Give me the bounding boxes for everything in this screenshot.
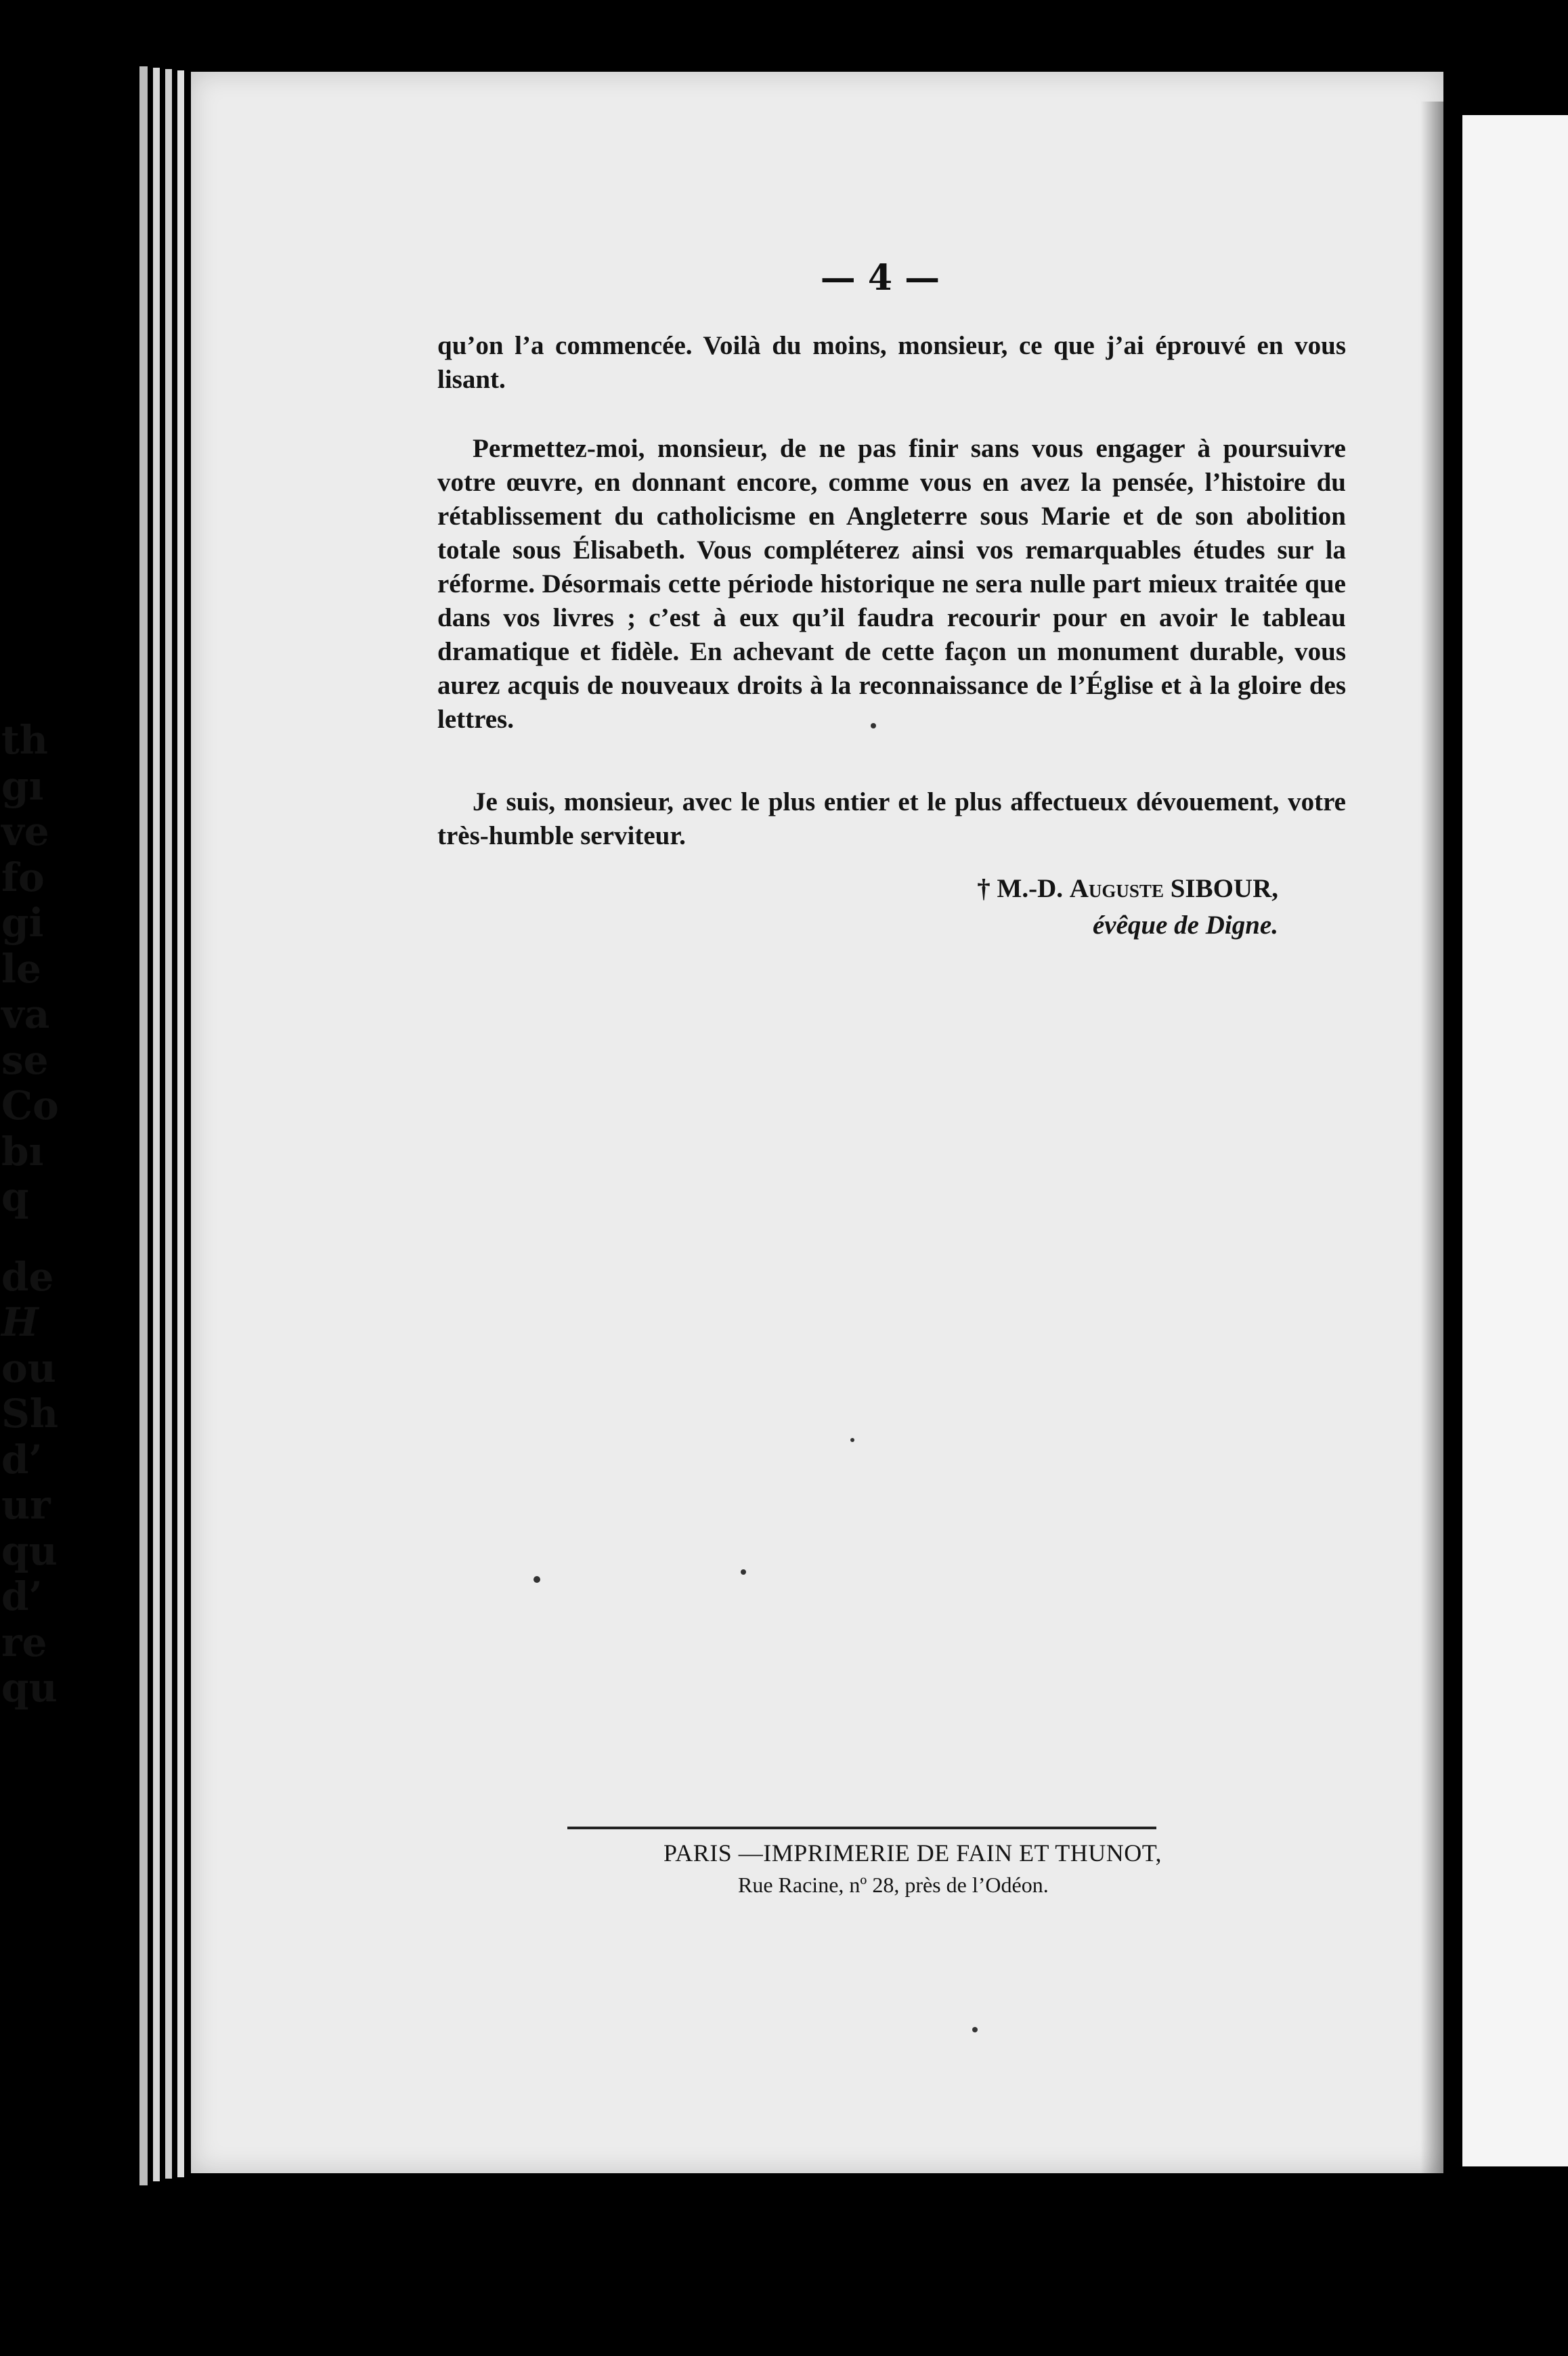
facing-line: le — [1, 945, 41, 992]
page-edge — [153, 68, 160, 2181]
imprint-line-1: PARIS —IMPRIMERIE DE FAIN ET THUNOT, — [663, 1839, 1162, 1867]
paragraph-2 — [437, 432, 1346, 737]
ink-speck — [741, 1569, 746, 1575]
paragraph-1 — [437, 329, 1346, 397]
facing-line: q — [1, 1174, 29, 1220]
facing-line: se — [1, 1037, 49, 1083]
page-shadow — [1420, 102, 1443, 2173]
paragraph-text: qu’on l’a commencée. Voilà du moins, monsieur, ce que j’ai éprouvé en vous lisant. — [437, 331, 1346, 394]
paragraph-text: Permettez-moi, monsieur, de ne pas finir sans vous engager à poursuivre votre œuvre, en donnant encore, comme vous en avez la pensée, l’histoire du rétablissement du catholicisme en Angleterre sous Marie et de son abolition totale sous Élisabeth. Vous compléterez ainsi vos remarquables études sur la réforme. Désormais cette période historique ne sera nulle part mieux traitée que dans vos livres ; c’est à eux qu’il faudra recourir pour en avoir le tableau dramatique et fidèle. En achevant de cette façon un monument durable, vous aurez acquis de nouveaux droits à la reconnaissance de l’Église et à la gloire des lettres. — [437, 434, 1346, 734]
facing-line: gi — [1, 900, 44, 946]
facing-page — [1462, 115, 1568, 2166]
facing-line: Co — [1, 1083, 59, 1129]
facing-line: re — [1, 1619, 47, 1665]
facing-line: H — [1, 1299, 39, 1345]
facing-line: gı — [1, 762, 44, 809]
ink-speck — [871, 723, 876, 728]
page-edge — [139, 66, 148, 2185]
signature-name — [745, 871, 1278, 907]
signature-title: évêque de Digne. — [1093, 911, 1278, 940]
facing-line: d’ — [1, 1436, 43, 1483]
ink-speck — [850, 1438, 854, 1442]
paragraph-3 — [437, 785, 1346, 853]
page-edge — [165, 69, 172, 2179]
facing-line: qu — [1, 1527, 58, 1574]
imprint-line-2: Rue Racine, nº 28, près de l’Odéon. — [738, 1873, 1049, 1897]
facing-line: bı — [1, 1128, 44, 1175]
facing-line: d’ — [1, 1573, 43, 1619]
facing-line: Sh — [1, 1391, 59, 1437]
signature-last-name: SIBOUR, — [1170, 874, 1278, 903]
facing-line: th — [1, 717, 48, 763]
page-edge — [177, 70, 184, 2177]
facing-line: fo — [1, 854, 45, 900]
facing-line: qu — [1, 1665, 58, 1711]
paragraph-text: Je suis, monsieur, avec le plus entier et le plus affectueux dévouement, votre très-humble serviteur. — [437, 787, 1346, 850]
paragraph-gap — [1, 1221, 59, 1255]
facing-line: de — [1, 1253, 54, 1300]
signature-prefix: † M.-D. — [977, 874, 1063, 903]
facing-line: ve — [1, 808, 49, 854]
ink-speck — [972, 2027, 978, 2032]
facing-line: ou — [1, 1345, 56, 1391]
imprint-rule — [567, 1827, 1156, 1829]
ink-speck — [533, 1576, 540, 1583]
facing-line: va — [1, 991, 50, 1037]
facing-page-text — [1, 718, 59, 1711]
facing-line: ur — [1, 1482, 51, 1528]
page-number: — 4 — — [820, 257, 940, 299]
signature-first-name: Auguste — [1069, 874, 1164, 903]
